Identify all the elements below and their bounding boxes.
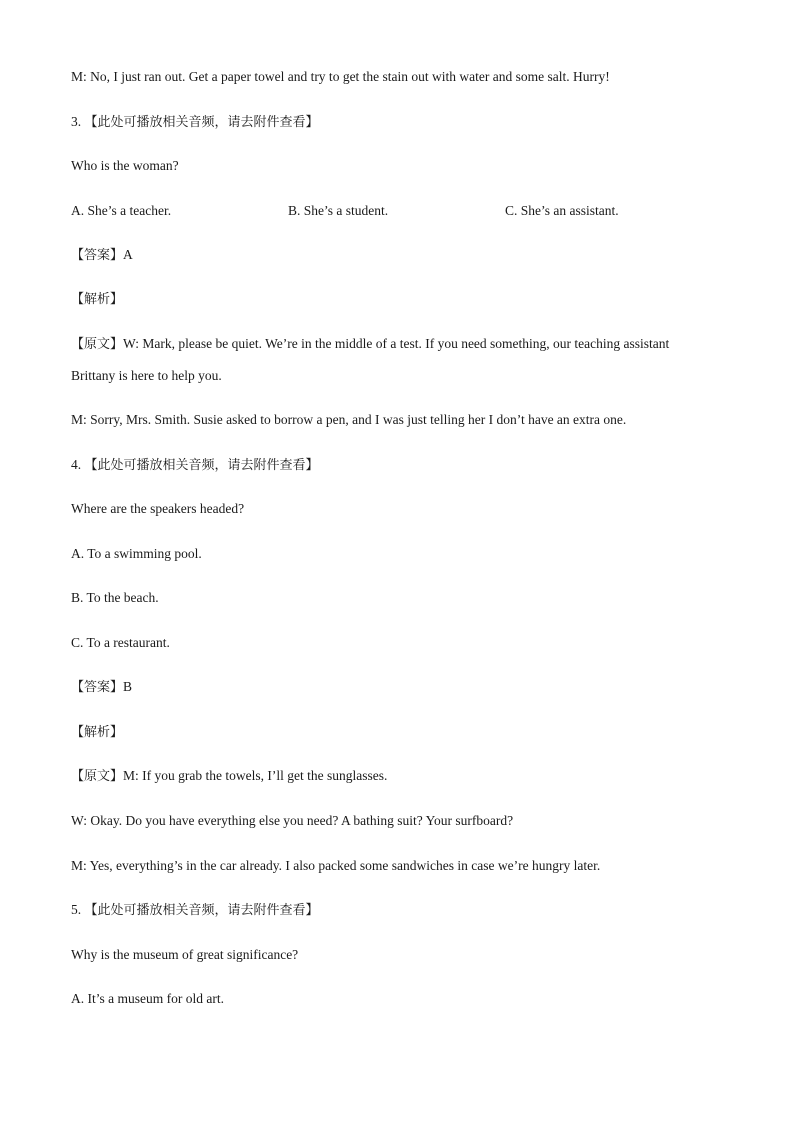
question-4-header (71, 456, 734, 475)
original-text-label: 【原文】 (71, 769, 124, 784)
audio-note[interactable]: 【此处可播放相关音频，请去附件查看】 (84, 115, 319, 130)
analysis-label: 【解析】 (71, 292, 124, 307)
question-4-transcript-3 (71, 857, 734, 875)
answer-value: B (123, 679, 133, 694)
transcript-text: W: Mark, please be quiet. We’re in the middle of a test. If you need something, our teaching assistant (123, 336, 670, 351)
question-5-option-a (71, 990, 734, 1008)
question-number: 5. (71, 902, 82, 917)
question-3-transcript-1 (71, 335, 734, 354)
option-b: B. She’s a student. (288, 203, 389, 218)
option-c: C. She’s an assistant. (505, 203, 619, 218)
question-5-text (71, 946, 734, 964)
question-5-header (71, 901, 734, 920)
option-a: A. It’s a museum for old art. (71, 991, 224, 1006)
dialogue-text: M: No, I just ran out. Get a paper towel and try to get the stain out with water and some salt. Hurry! (71, 69, 610, 84)
answer-label: 【答案】 (71, 248, 124, 263)
option-c: C. To a restaurant. (71, 635, 170, 650)
question-4-transcript-2 (71, 812, 734, 830)
question-4-transcript-1 (71, 767, 734, 786)
audio-note[interactable]: 【此处可播放相关音频，请去附件查看】 (84, 458, 319, 473)
analysis-label: 【解析】 (71, 725, 124, 740)
option-a: A. To a swimming pool. (71, 546, 202, 561)
transcript-text: W: Okay. Do you have everything else you need? A bathing suit? Your surfboard? (71, 813, 514, 828)
question-3-answer (71, 246, 734, 265)
question-text: Where are the speakers headed? (71, 501, 245, 516)
question-3-transcript-2 (71, 367, 734, 385)
question-4-text (71, 500, 734, 518)
question-text: Why is the museum of great significance? (71, 947, 299, 962)
dialogue-line (71, 68, 734, 86)
question-text: Who is the woman? (71, 158, 179, 173)
question-4-option-c (71, 634, 734, 652)
question-3-header (71, 113, 734, 132)
transcript-text: Brittany is here to help you. (71, 368, 222, 383)
transcript-text: M: Yes, everything’s in the car already. I also packed some sandwiches in case we’re hungry later. (71, 858, 601, 873)
transcript-text: M: Sorry, Mrs. Smith. Susie asked to borrow a pen, and I was just telling her I don’t have an extra one. (71, 412, 627, 427)
answer-value: A (123, 247, 133, 262)
question-3-text (71, 157, 734, 175)
question-3-analysis (71, 290, 734, 309)
question-4-option-a (71, 545, 734, 563)
option-a: A. She’s a teacher. (71, 203, 172, 218)
question-3-transcript-3 (71, 411, 734, 429)
question-number: 3. (71, 114, 82, 129)
transcript-text: M: If you grab the towels, I’ll get the sunglasses. (123, 768, 388, 783)
question-4-answer (71, 678, 734, 697)
option-b: B. To the beach. (71, 590, 159, 605)
question-number: 4. (71, 457, 82, 472)
answer-label: 【答案】 (71, 680, 124, 695)
question-4-analysis (71, 723, 734, 742)
original-text-label: 【原文】 (71, 337, 124, 352)
audio-note[interactable]: 【此处可播放相关音频，请去附件查看】 (84, 903, 319, 918)
question-4-option-b (71, 589, 734, 607)
